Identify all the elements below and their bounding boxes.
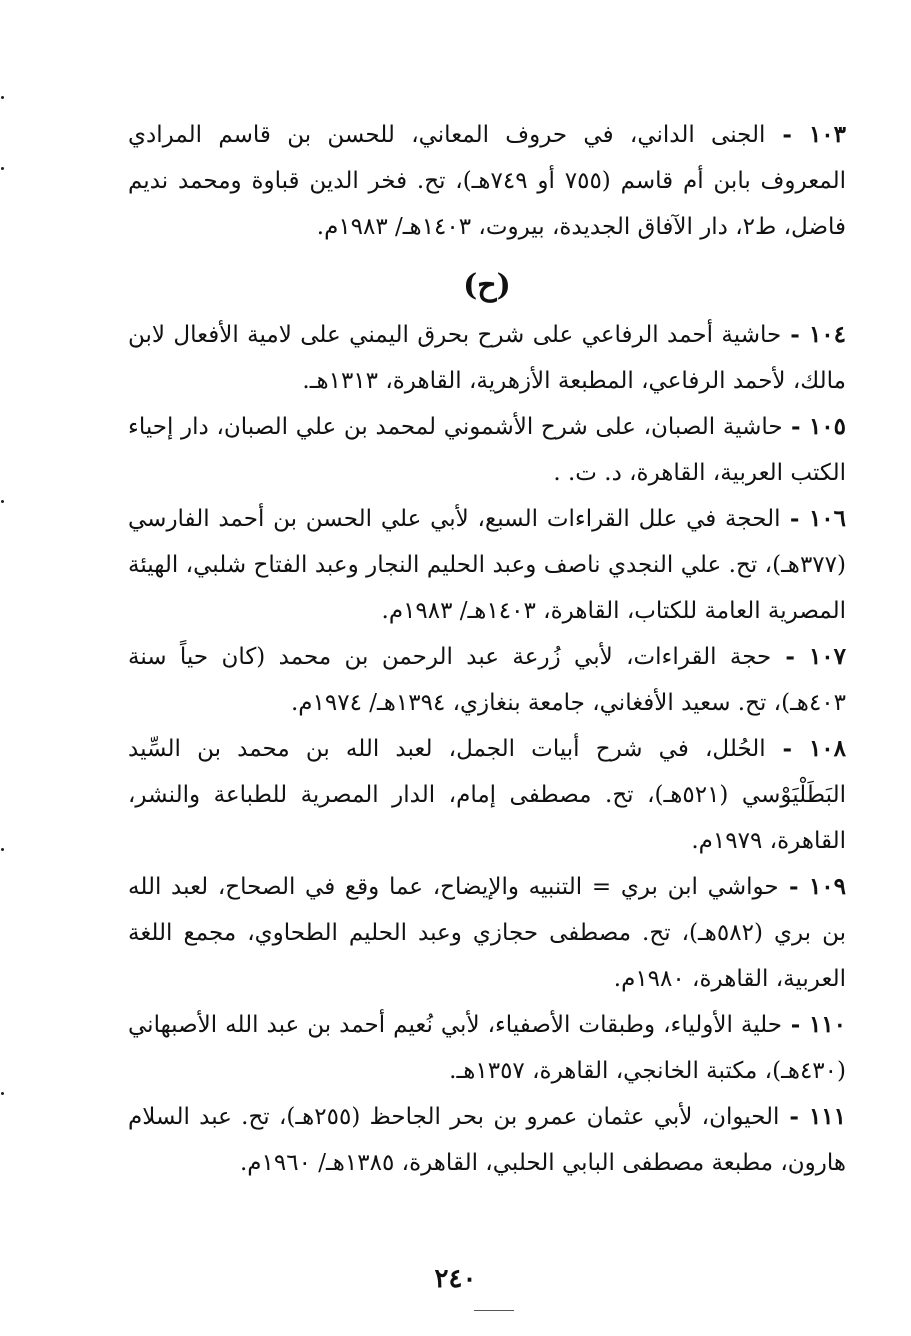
bibliography-entry-105: ١٠٥ - حاشية الصبان، على شرح الأشموني لمحمد بن علي الصبان، دار إحياء الكتب العربية، القاهرة، د. ت. .: [128, 413, 846, 486]
scan-speck: [1, 96, 4, 99]
entry-text: حواشي ابن بري = التنبيه والإيضاح، عما وقع في الصحاح، لعبد الله بن بري (٥٨٢هـ)، تح. مصطفى حجازي وعبد الحليم الطحاوي، مجمع اللغة العربية، القاهرة، ١٩٨٠م.: [128, 874, 846, 992]
page-number: ٢٤٠: [434, 1264, 477, 1294]
entry-number: ١٠٦: [808, 505, 847, 532]
bibliography-entry-107: ١٠٧ - حجة القراءات، لأبي زُرعة عبد الرحمن بن محمد (كان حياً سنة ٤٠٣هـ)، تح. سعيد الأفغاني، جامعة بنغازي، ١٣٩٤هـ/ ١٩٧٤م.: [128, 643, 847, 716]
bibliography-entry-108: ١٠٨ - الحُلل، في شرح أبيات الجمل، لعبد الله بن محمد بن السِّيد البَطَلْيَوْسي (٥٢١هـ)، تح. مصطفى إمام، الدار المصرية للطباعة والنشر، القاهرة، ١٩٧٩م.: [128, 735, 847, 854]
bibliography-entry-111: ١١١ - الحيوان، لأبي عثمان عمرو بن بحر الجاحظ (٢٥٥هـ)، تح. عبد السلام هارون، مطبعة مصطفى البابي الحلبي، القاهرة، ١٣٨٥هـ/ ١٩٦٠م.: [128, 1103, 846, 1176]
entry-number: ١٠٥: [808, 413, 846, 440]
entry-text: حاشية الصبان، على شرح الأشموني لمحمد بن علي الصبان، دار إحياء الكتب العربية، القاهرة، د. ت. .: [128, 414, 846, 486]
entry-number: ١٠٣: [808, 121, 846, 148]
entry-number: ١١٠: [808, 1011, 847, 1038]
footer-rule: [474, 1310, 514, 1311]
bibliography-list: [128, 112, 846, 1186]
entry-number: ١١١: [808, 1103, 846, 1130]
entry-text: حاشية أحمد الرفاعي على شرح بحرق اليمني على لامية الأفعال لابن مالك، لأحمد الرفاعي، المطبعة الأزهرية، القاهرة، ١٣١٣هـ.: [128, 322, 846, 394]
entry-text: الحيوان، لأبي عثمان عمرو بن بحر الجاحظ (٢٥٥هـ)، تح. عبد السلام هارون، مطبعة مصطفى البابي الحلبي، القاهرة، ١٣٨٥هـ/ ١٩٦٠م.: [128, 1104, 846, 1176]
bibliography-entry-109: ١٠٩ - حواشي ابن بري = التنبيه والإيضاح، عما وقع في الصحاح، لعبد الله بن بري (٥٨٢هـ)، تح. مصطفى حجازي وعبد الحليم الطحاوي، مجمع اللغة العربية، القاهرة، ١٩٨٠م.: [128, 873, 846, 992]
scan-speck: [1, 500, 4, 503]
scan-speck: [1, 1092, 4, 1095]
entry-text: الحُلل، في شرح أبيات الجمل، لعبد الله بن محمد بن السِّيد البَطَلْيَوْسي (٥٢١هـ)، تح. مصطفى إمام، الدار المصرية للطباعة والنشر، القاهرة، ١٩٧٩م.: [128, 736, 846, 854]
entry-text: الجنى الداني، في حروف المعاني، للحسن بن قاسم المرادي المعروف بابن أم قاسم (٧٥٥ أو ٧٤٩هـ)، تح. فخر الدين قباوة ومحمد نديم فاضل، ط٢، دار الآفاق الجديدة، بيروت، ١٤٠٣هـ/ ١٩٨٣م.: [128, 122, 846, 240]
scan-speck: [1, 848, 4, 851]
entry-number: ١٠٤: [808, 321, 846, 348]
section-heading-ha: (ح): [463, 268, 511, 303]
bibliography-entry-103: ١٠٣ - الجنى الداني، في حروف المعاني، للحسن بن قاسم المرادي المعروف بابن أم قاسم (٧٥٥ أو ٧٤٩هـ)، تح. فخر الدين قباوة ومحمد نديم فاضل، ط٢، دار الآفاق الجديدة، بيروت، ١٤٠٣هـ/ ١٩٨٣م.: [128, 121, 846, 240]
entry-number: ١٠٨: [808, 735, 847, 762]
entry-text: حجة القراءات، لأبي زُرعة عبد الرحمن بن محمد (كان حياً سنة ٤٠٣هـ)، تح. سعيد الأفغاني، جامعة بنغازي، ١٣٩٤هـ/ ١٩٧٤م.: [128, 644, 846, 716]
entry-text: حلية الأولياء، وطبقات الأصفياء، لأبي نُعيم أحمد بن عبد الله الأصبهاني (٤٣٠هـ)، مكتبة الخانجي، القاهرة، ١٣٥٧هـ.: [128, 1012, 846, 1084]
bibliography-entry-106: ١٠٦ - الحجة في علل القراءات السبع، لأبي علي الحسن بن أحمد الفارسي (٣٧٧هـ)، تح. علي النجدي ناصف وعبد الحليم النجار وعبد الفتاح شلبي، الهيئة المصرية العامة للكتاب، القاهرة، ١٤٠٣هـ/ ١٩٨٣م.: [128, 505, 847, 624]
entry-number: ١٠٧: [808, 643, 847, 670]
entry-number: ١٠٩: [808, 873, 846, 900]
scan-speck: [1, 167, 4, 170]
entry-text: الحجة في علل القراءات السبع، لأبي علي الحسن بن أحمد الفارسي (٣٧٧هـ)، تح. علي النجدي ناصف وعبد الحليم النجار وعبد الفتاح شلبي، الهيئة المصرية العامة للكتاب، القاهرة، ١٤٠٣هـ/ ١٩٨٣م.: [128, 506, 846, 624]
bibliography-entry-104: ١٠٤ - حاشية أحمد الرفاعي على شرح بحرق اليمني على لامية الأفعال لابن مالك، لأحمد الرفاعي، المطبعة الأزهرية، القاهرة، ١٣١٣هـ.: [128, 321, 846, 394]
bibliography-entry-110: ١١٠ - حلية الأولياء، وطبقات الأصفياء، لأبي نُعيم أحمد بن عبد الله الأصبهاني (٤٣٠هـ)، مكتبة الخانجي، القاهرة، ١٣٥٧هـ.: [128, 1011, 847, 1084]
